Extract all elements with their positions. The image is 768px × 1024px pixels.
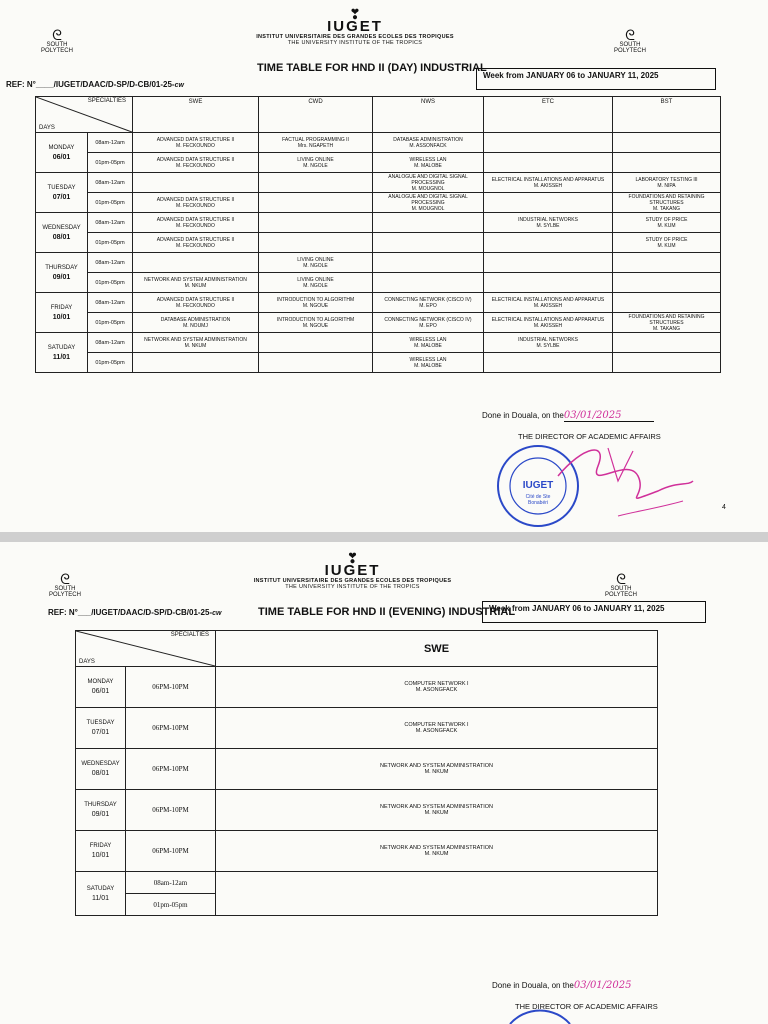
course-cell: ANALOGUE AND DIGITAL SIGNAL PROCESSING M. MOUGNOL bbox=[373, 193, 484, 213]
course-cell bbox=[484, 273, 613, 293]
course-cell: ADVANCED DATA STRUCTURE II M. FECKOUNDO bbox=[133, 193, 259, 213]
table-row bbox=[76, 667, 658, 708]
time-slot: 06PM-10PM bbox=[126, 667, 216, 708]
time-slot: 08am-12am bbox=[88, 333, 133, 353]
table-row bbox=[36, 333, 721, 353]
day-cell: THURSDAY 09/01 bbox=[76, 790, 126, 831]
course-cell: ELECTRICAL INSTALLATIONS AND APPARATUS M. AKISSEH bbox=[484, 173, 613, 193]
official-stamp-signature bbox=[488, 436, 698, 532]
table-row bbox=[36, 273, 721, 293]
page-number: 4 bbox=[722, 504, 726, 511]
evening-timetable bbox=[75, 630, 658, 916]
table-row bbox=[36, 353, 721, 373]
course-cell bbox=[484, 353, 613, 373]
day-cell: MONDAY 06/01 bbox=[36, 133, 88, 173]
column-header-cwd: CWD bbox=[259, 97, 373, 133]
table-row bbox=[36, 213, 721, 233]
course-cell: NETWORK AND SYSTEM ADMINISTRATION M. NKUM bbox=[216, 790, 658, 831]
day-cell: THURSDAY 09/01 bbox=[36, 253, 88, 293]
course-cell bbox=[133, 173, 259, 193]
specialties-days-header: SPECIALTIES DAYS bbox=[76, 631, 216, 667]
logo-mark-icon: ᘓ bbox=[625, 27, 635, 43]
course-cell: INTRODUCTION TO ALGORITHM M. NGOUE bbox=[259, 313, 373, 333]
table-row bbox=[76, 708, 658, 749]
done-in-line: Done in Douala, on the03/01/2025 bbox=[482, 410, 654, 422]
course-cell: ADVANCED DATA STRUCTURE II M. FECKOUNDO bbox=[133, 293, 259, 313]
course-cell: DATABASE ADMINISTRATION M. NOUMJ bbox=[133, 313, 259, 333]
day-cell: FRIDAY 10/01 bbox=[76, 831, 126, 872]
column-header-nws: NWS bbox=[373, 97, 484, 133]
signed-date: 03/01/2025 bbox=[563, 410, 622, 421]
course-cell bbox=[259, 193, 373, 213]
course-cell: LIVING ONLINE M. NGOLE bbox=[259, 153, 373, 173]
week-range: Week from JANUARY 06 to JANUARY 11, 2025 bbox=[476, 68, 716, 90]
day-cell: MONDAY 06/01 bbox=[76, 667, 126, 708]
course-cell: ELECTRICAL INSTALLATIONS AND APPARATUS M. AKISSEH bbox=[484, 293, 613, 313]
course-cell: WIRELESS LAN M. MALOBE bbox=[373, 153, 484, 173]
header-row bbox=[76, 631, 658, 667]
course-cell bbox=[613, 133, 721, 153]
table-row bbox=[36, 133, 721, 153]
time-slot: 08am-12am bbox=[88, 213, 133, 233]
page-title: TIME TABLE FOR HND II (DAY) INDUSTRIAL bbox=[257, 62, 487, 74]
course-cell: NETWORK AND SYSTEM ADMINISTRATION M. NKUM bbox=[133, 333, 259, 353]
time-slot: 01pm-05pm bbox=[88, 273, 133, 293]
page-gap bbox=[0, 532, 768, 542]
course-cell: ADVANCED DATA STRUCTURE II M. FECKOUNDO bbox=[133, 133, 259, 153]
course-cell bbox=[484, 253, 613, 273]
time-slot: 01pm-05pm bbox=[88, 353, 133, 373]
course-cell bbox=[484, 153, 613, 173]
course-cell: FOUNDATIONS AND RETAINING STRUCTURES M. TAKANG bbox=[613, 193, 721, 213]
course-cell: NETWORK AND SYSTEM ADMINISTRATION M. NKUM bbox=[133, 273, 259, 293]
time-slot: 08am-12am bbox=[88, 133, 133, 153]
week-range: Week from JANUARY 06 to JANUARY 11, 2025 bbox=[482, 601, 706, 623]
day-timetable bbox=[35, 96, 721, 373]
course-cell bbox=[484, 233, 613, 253]
table-row bbox=[36, 153, 721, 173]
course-cell: DATABASE ADMINISTRATION M. ASSONFACK bbox=[373, 133, 484, 153]
day-cell: TUESDAY 07/01 bbox=[36, 173, 88, 213]
course-cell bbox=[373, 253, 484, 273]
svg-text:Bonabéri: Bonabéri bbox=[527, 500, 549, 506]
course-cell: NETWORK AND SYSTEM ADMINISTRATION M. NKUM bbox=[216, 749, 658, 790]
institute-short-name: IUGET bbox=[324, 562, 381, 579]
institute-name-fr: INSTITUT UNIVERSITAIRE DES GRANDES ECOLES DES TROPIQUES bbox=[253, 578, 452, 584]
course-cell bbox=[613, 273, 721, 293]
iuget-logo-icon: ❣ bbox=[346, 550, 359, 566]
course-cell: COMPUTER NETWORK I M. ASONGFACK bbox=[216, 708, 658, 749]
course-cell: LIVING ONLINE M. NGOLE bbox=[259, 253, 373, 273]
iuget-logo-icon: ❣ bbox=[349, 6, 361, 22]
day-cell: WEDNESDAY 08/01 bbox=[36, 213, 88, 253]
course-cell bbox=[613, 333, 721, 353]
course-cell: STUDY OF PRICE M. KUM bbox=[613, 233, 721, 253]
column-header-bst: BST bbox=[613, 97, 721, 133]
course-cell bbox=[613, 293, 721, 313]
south-polytech-logo-right: ᘓ SOUTH POLYTECH bbox=[596, 572, 646, 598]
course-cell: ELECTRICAL INSTALLATIONS AND APPARATUS M. AKISSEH bbox=[484, 313, 613, 333]
course-cell: ADVANCED DATA STRUCTURE II M. FECKOUNDO bbox=[133, 153, 259, 173]
day-cell: SATUDAY 11/01 bbox=[76, 872, 126, 916]
time-slot: 08am-12am bbox=[88, 293, 133, 313]
course-cell bbox=[373, 233, 484, 253]
reference-number: REF: N°___/IUGET/DAAC/D-SP/D-CB/01-25-cw bbox=[48, 608, 222, 617]
column-header-swe: SWE bbox=[216, 631, 658, 667]
course-cell: FOUNDATIONS AND RETAINING STRUCTURES M. TAKANG bbox=[613, 313, 721, 333]
table-row bbox=[76, 790, 658, 831]
institute-name-fr: INSTITUT UNIVERSITAIRE DES GRANDES ECOLES DES TROPIQUES bbox=[256, 34, 454, 40]
course-cell: INDUSTRIAL NETWORKS M. SYLBE bbox=[484, 333, 613, 353]
time-slot: 08am-12am bbox=[126, 872, 216, 894]
course-cell: INDUSTRIAL NETWORKS M. SYLBE bbox=[484, 213, 613, 233]
south-polytech-logo-right: ᘓ SOUTH POLYTECH bbox=[605, 28, 655, 54]
page-title: TIME TABLE FOR HND II (EVENING) INDUSTRIAL bbox=[258, 606, 516, 618]
time-slot: 08am-12am bbox=[88, 253, 133, 273]
course-cell: COMPUTER NETWORK I M. ASONGFACK bbox=[216, 667, 658, 708]
course-cell bbox=[259, 233, 373, 253]
time-slot: 06PM-10PM bbox=[126, 708, 216, 749]
south-polytech-logo-left: ᘓ SOUTH POLYTECH bbox=[32, 28, 82, 54]
course-cell: ADVANCED DATA STRUCTURE II M. FECKOUNDO bbox=[133, 213, 259, 233]
course-cell bbox=[133, 253, 259, 273]
table-row bbox=[36, 233, 721, 253]
done-in-line: Done in Douala, on the03/01/2025 bbox=[492, 980, 632, 991]
time-slot: 06PM-10PM bbox=[126, 749, 216, 790]
course-cell bbox=[613, 353, 721, 373]
course-cell: NETWORK AND SYSTEM ADMINISTRATION M. NKUM bbox=[216, 831, 658, 872]
logo-mark-icon: ᘓ bbox=[60, 571, 70, 587]
signed-date: 03/01/2025 bbox=[573, 980, 632, 991]
director-title: THE DIRECTOR OF ACADEMIC AFFAIRS bbox=[518, 432, 661, 441]
course-cell: LIVING ONLINE M. NGOLE bbox=[259, 273, 373, 293]
specialties-days-header: SPECIALTIES DAYS bbox=[36, 97, 133, 133]
course-cell: CONNECTING NETWORK (CISCO IV) M. EPO bbox=[373, 313, 484, 333]
course-cell: FACTUAL PROGRAMMING II Mrs. NGAPETH bbox=[259, 133, 373, 153]
course-cell bbox=[373, 213, 484, 233]
day-cell: FRIDAY 10/01 bbox=[36, 293, 88, 333]
time-slot: 01pm-05pm bbox=[126, 894, 216, 916]
header-row bbox=[36, 97, 721, 133]
time-slot: 01pm-05pm bbox=[88, 233, 133, 253]
table-row bbox=[76, 872, 658, 894]
course-cell: WIRELESS LAN M. MALOBE bbox=[373, 333, 484, 353]
time-slot: 06PM-10PM bbox=[126, 831, 216, 872]
official-stamp-partial bbox=[500, 1008, 580, 1024]
time-slot: 06PM-10PM bbox=[126, 790, 216, 831]
course-cell: STUDY OF PRICE M. KUM bbox=[613, 213, 721, 233]
course-cell: ANALOGUE AND DIGITAL SIGNAL PROCESSING M. MOUGNOL bbox=[373, 173, 484, 193]
south-polytech-logo-left: ᘓ SOUTH POLYTECH bbox=[40, 572, 90, 598]
institute-header bbox=[210, 8, 500, 46]
institute-name-en: THE UNIVERSITY INSTITUTE OF THE TROPICS bbox=[285, 584, 420, 590]
course-cell bbox=[259, 353, 373, 373]
director-title: THE DIRECTOR OF ACADEMIC AFFAIRS bbox=[515, 1002, 658, 1011]
svg-text:Cité de Ste: Cité de Ste bbox=[525, 494, 551, 500]
table-row bbox=[36, 193, 721, 213]
day-cell: SATUDAY 11/01 bbox=[36, 333, 88, 373]
course-cell: LABORATORY TESTING III M. NIPA bbox=[613, 173, 721, 193]
table-row bbox=[36, 293, 721, 313]
course-cell bbox=[373, 273, 484, 293]
day-cell: WEDNESDAY 08/01 bbox=[76, 749, 126, 790]
course-cell bbox=[613, 253, 721, 273]
time-slot: 01pm-05pm bbox=[88, 313, 133, 333]
course-cell: CONNECTING NETWORK (CISCO IV) M. EPO bbox=[373, 293, 484, 313]
table-row bbox=[76, 831, 658, 872]
time-slot: 01pm-05pm bbox=[88, 193, 133, 213]
course-cell: WIRELESS LAN M. MALOBE bbox=[373, 353, 484, 373]
course-cell bbox=[259, 333, 373, 353]
course-cell bbox=[216, 872, 658, 916]
table-row bbox=[36, 313, 721, 333]
table-row bbox=[36, 173, 721, 193]
course-cell bbox=[484, 193, 613, 213]
time-slot: 01pm-05pm bbox=[88, 153, 133, 173]
course-cell bbox=[259, 173, 373, 193]
course-cell: INTRODUCTION TO ALGORITHM M. NGOUE bbox=[259, 293, 373, 313]
table-row bbox=[76, 749, 658, 790]
course-cell bbox=[613, 153, 721, 173]
course-cell bbox=[484, 133, 613, 153]
column-header-swe: SWE bbox=[133, 97, 259, 133]
logo-mark-icon: ᘓ bbox=[52, 27, 62, 43]
day-cell: TUESDAY 07/01 bbox=[76, 708, 126, 749]
institute-short-name: IUGET bbox=[327, 18, 383, 35]
time-slot: 08am-12am bbox=[88, 173, 133, 193]
course-cell bbox=[133, 353, 259, 373]
reference-number: REF: N°____/IUGET/DAAC/D-SP/D-CB/01-25-cw bbox=[6, 80, 184, 89]
course-cell: ADVANCED DATA STRUCTURE II M. FECKOUNDO bbox=[133, 233, 259, 253]
institute-name-en: THE UNIVERSITY INSTITUTE OF THE TROPICS bbox=[287, 40, 423, 46]
timetable-page-evening bbox=[0, 542, 768, 1024]
logo-mark-icon: ᘓ bbox=[616, 571, 626, 587]
institute-header bbox=[210, 552, 495, 590]
column-header-etc: ETC bbox=[484, 97, 613, 133]
svg-text:IUGET: IUGET bbox=[522, 480, 554, 491]
course-cell bbox=[259, 213, 373, 233]
table-row bbox=[36, 253, 721, 273]
